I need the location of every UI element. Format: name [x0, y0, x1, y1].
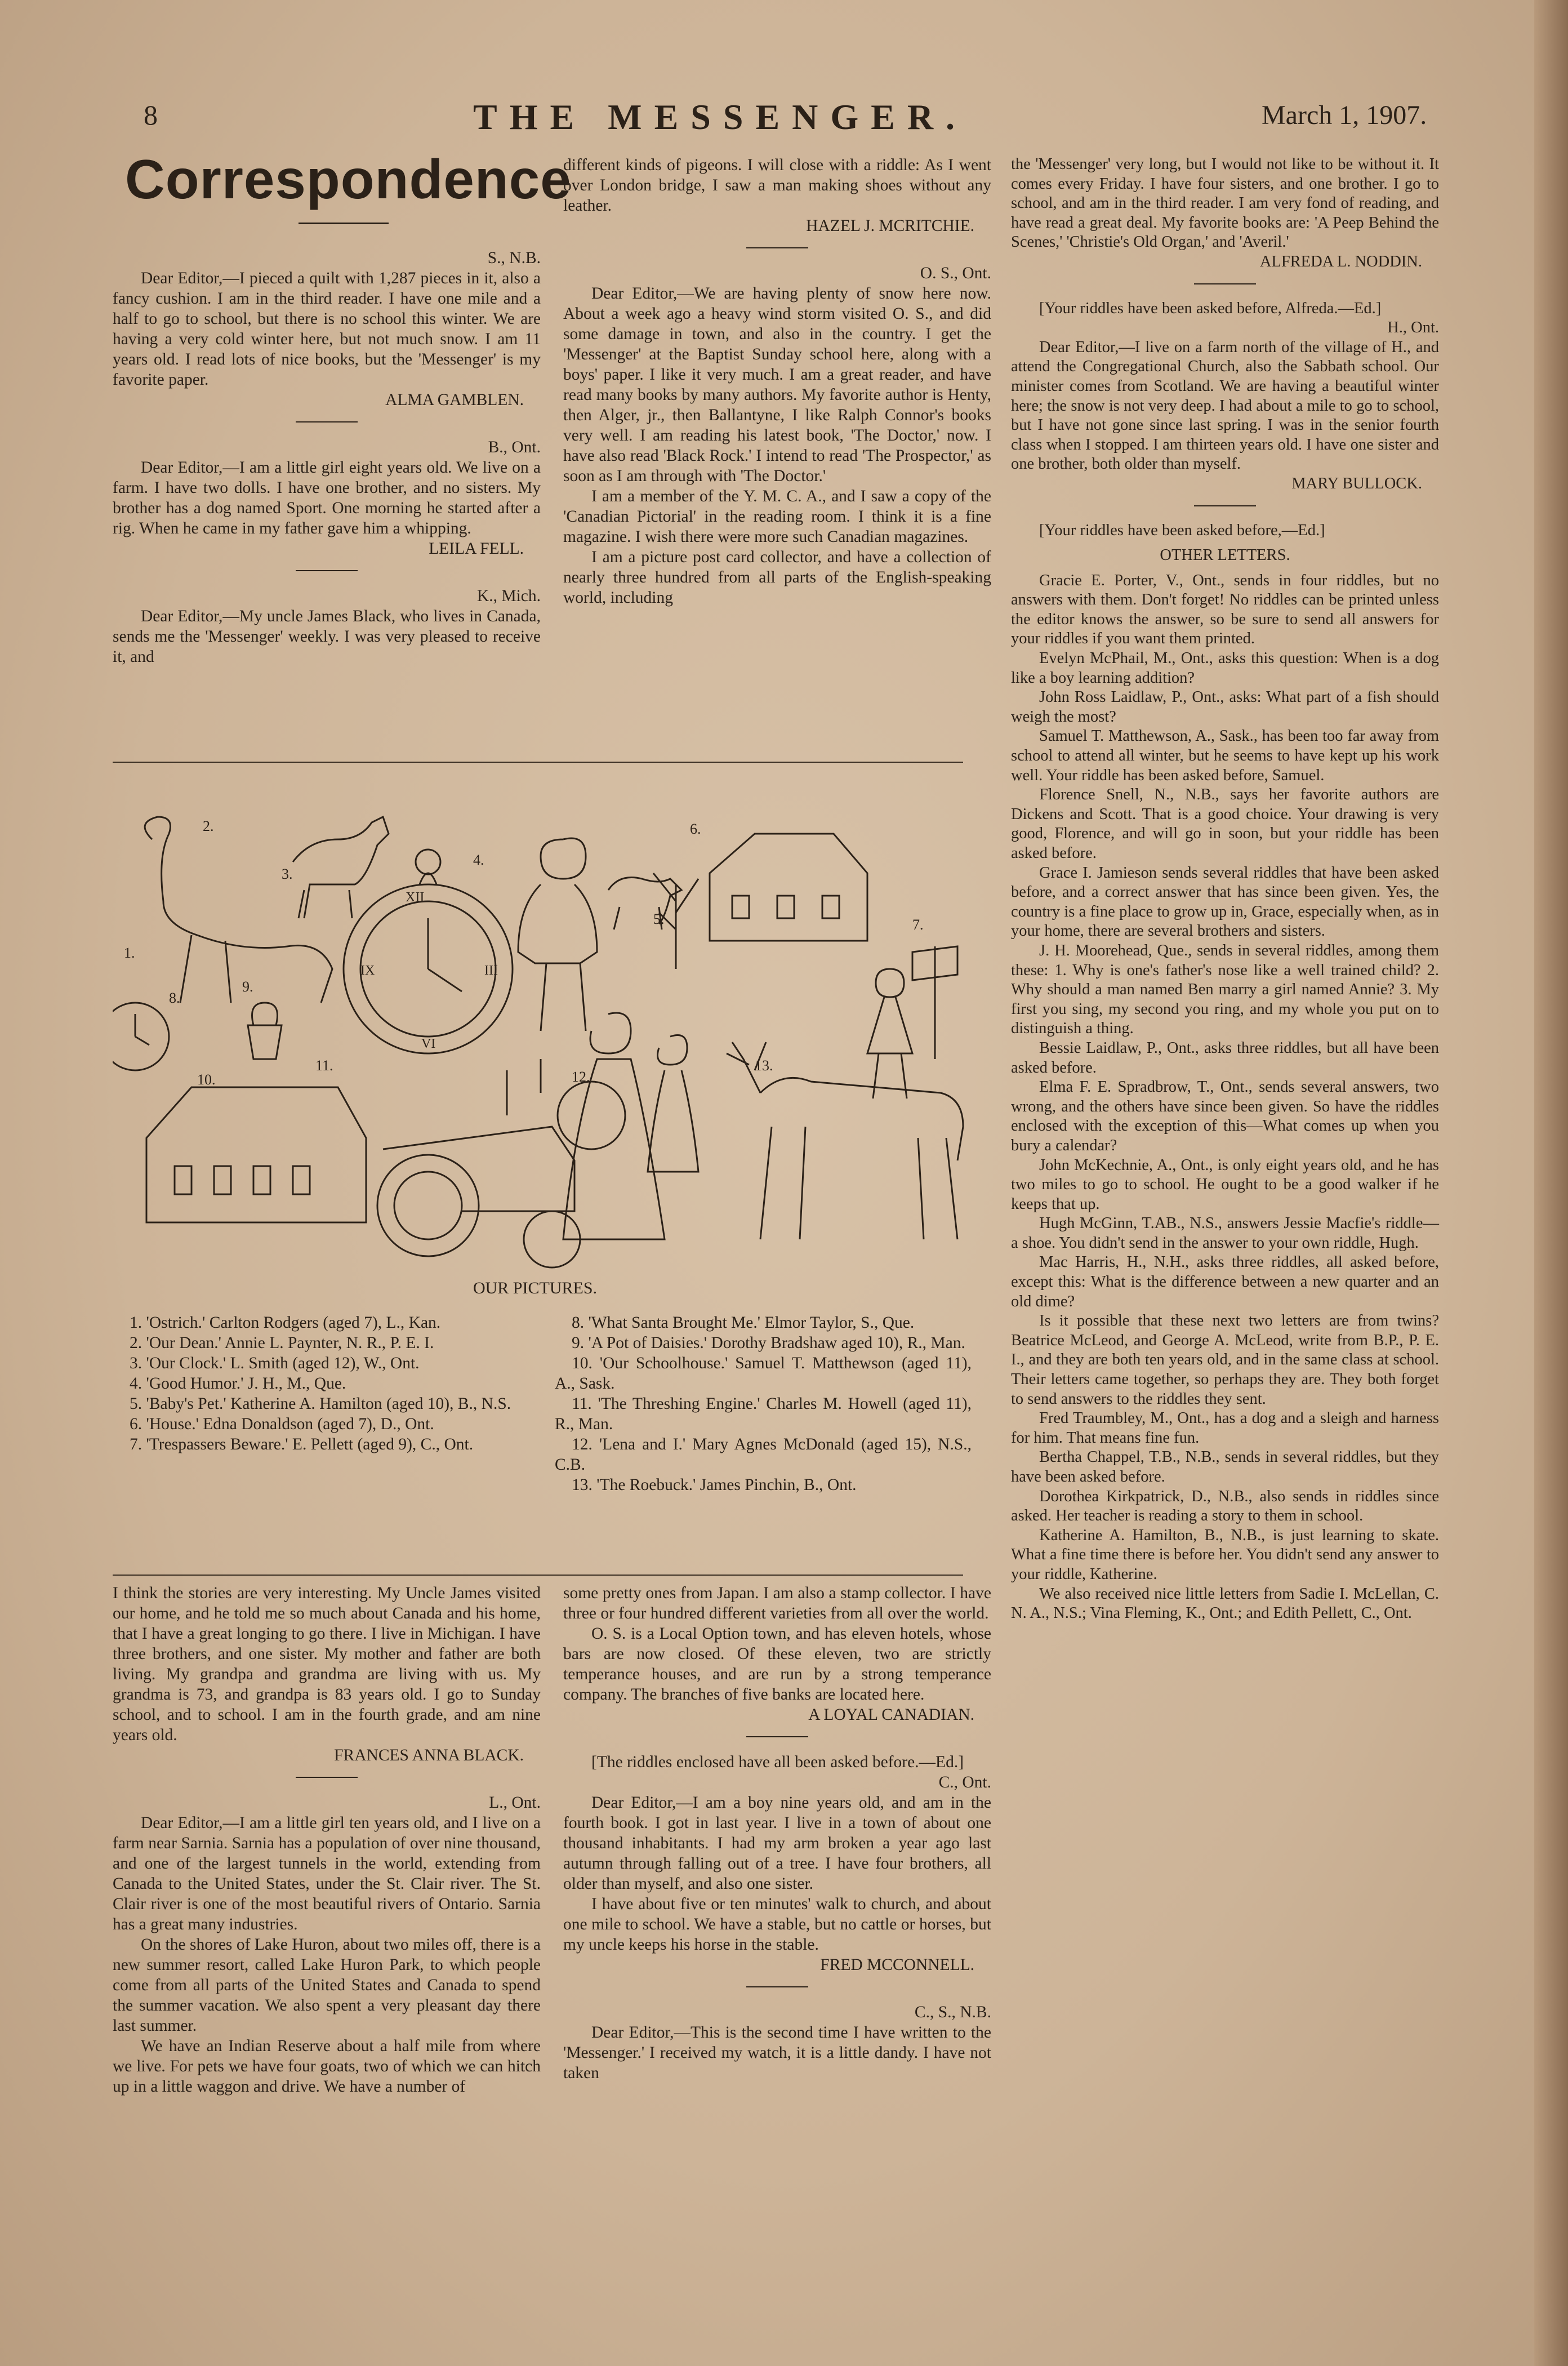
letter-signature: ALMA GAMBLEN.	[385, 391, 524, 409]
drawing-number-10: 10.	[197, 1071, 216, 1088]
column-1-top	[113, 248, 541, 667]
picture-caption-item: 8. 'What Santa Brought Me.' Elmor Taylor, S., Que.	[572, 1314, 915, 1332]
pocket-watch-drawing	[113, 1003, 169, 1070]
picture-caption-item: 5. 'Baby's Pet.' Katherine A. Hamilton (aged 10), B., N.S.	[130, 1395, 511, 1413]
drawing-number-12: 12.	[572, 1069, 590, 1085]
letter-paragraph: Grace I. Jamieson sends several riddles that have been asked before, and a correct answer that has since been given. Yes, the country is a fine place to grow up in, Grace, especially when, as in your home, there are several brothers and sisters.	[1011, 864, 1439, 940]
letter-signature: FRED MCCONNELL.	[820, 1956, 974, 1974]
picture-caption-item: 10. 'Our Schoolhouse.' Samuel T. Matthewson (aged 11), A., Sask.	[555, 1354, 972, 1393]
letter-divider	[296, 421, 358, 422]
letter-paragraph: some pretty ones from Japan. I am also a stamp collector. I have three or four hundred different varieties from all over the world.	[563, 1584, 991, 1622]
good-humor-man-drawing	[518, 838, 597, 1031]
drawing-number-6: 6.	[690, 821, 701, 837]
letter-paragraph: John McKechnie, A., Ont., is only eight years old, and he has two miles to go to school. He ought to be a good walker if he keeps that up.	[1011, 1156, 1439, 1213]
letter-paragraph: Gracie E. Porter, V., Ont., sends in four riddles, but no answers with them. Don't forget! No riddles can be printed unless the editor knows the answer, so be sure to send all answers for your riddles if you want them printed.	[1011, 571, 1439, 648]
drawing-number-3: 3.	[282, 866, 293, 882]
drawing-number-11: 11.	[315, 1057, 333, 1074]
clock-numeral-vi: VI	[421, 1037, 436, 1051]
column-2-top	[563, 155, 991, 608]
picture-caption-item: 12. 'Lena and I.' Mary Agnes McDonald (aged 15), N.S., C.B.	[555, 1435, 972, 1474]
letter-paragraph: [The riddles enclosed have all been asked before.—Ed.]	[591, 1753, 964, 1771]
letter-signature: A LOYAL CANADIAN.	[808, 1706, 974, 1724]
pictures-list-right	[555, 1313, 972, 1495]
page-number: 8	[144, 99, 158, 131]
letter-paragraph: I have about five or ten minutes' walk to church, and about one mile to school. We have a stable, but no cattle or horses, but my uncle keeps his horse in the stable.	[563, 1895, 991, 1954]
drawing-number-4: 4.	[473, 852, 484, 868]
letter-location: B., Ont.	[488, 438, 541, 456]
letter-paragraph: different kinds of pigeons. I will close with a riddle: As I went over London bridge, I saw a man making shoes without any leather.	[563, 156, 991, 215]
picture-top-rule	[113, 762, 963, 763]
letter-location: S., N.B.	[487, 249, 541, 267]
letter-paragraph: Dear Editor,—This is the second time I have written to the 'Messenger.' I received my watch, it is a little dandy. I have not taken	[563, 2023, 991, 2082]
drawing-number-1: 1.	[124, 945, 135, 961]
drawing-number-13: 13.	[755, 1057, 773, 1074]
house-drawing	[710, 834, 867, 941]
letter-paragraph: the 'Messenger' very long, but I would not like to be without it. It comes every Friday. I have four sisters, and one brother. I go to school, and am in the third reader. I am very fond of reading, and have read a great deal. My favorite books are: 'A Peep Behind the Scenes,' 'Christie's Old Organ,' and 'Averil.'	[1011, 155, 1439, 251]
letter-paragraph: Dear Editor,—I live on a farm north of the village of H., and attend the Congregational Church, also the Sabbath school. Our minister comes from Scotland. We are having a beautiful winter here; the snow is not very deep. I had about a mile to go to school, but I have not gone since last spring. I was in the senior fourth class when I stopped. I am thirteen years old. I have one sister and one brother, both older than myself.	[1011, 338, 1439, 473]
section-title: Correspondence	[125, 148, 572, 210]
letter-divider	[746, 1986, 808, 1987]
letter-paragraph: Dear Editor,—I am a boy nine years old, and am in the fourth book. I got in last year. I live in a town of about one thousand inhabitants. I had my arm broken a year ago last autumn through falling out of a tree. I have four brothers, all older than myself, and also one sister.	[563, 1794, 991, 1893]
letter-paragraph: John Ross Laidlaw, P., Ont., asks: What part of a fish should weigh the most?	[1011, 688, 1439, 726]
letter-paragraph: Dear Editor,—I am a little girl eight years old. We live on a farm. I have two dolls. I have one brother, and no sisters. My brother has a dog named Sport. One morning he started after a rig. When he came in my father gave him a whipping.	[113, 459, 541, 537]
letter-location: L., Ont.	[489, 1794, 541, 1812]
page-spine	[1534, 0, 1568, 2366]
letter-divider	[1194, 283, 1256, 284]
letter-divider	[296, 570, 358, 571]
letter-paragraph: O. S. is a Local Option town, and has eleven hotels, whose bars are now closed. Of these eleven, two are strictly temperance houses, and are run by a strong temperance company. The branches of five banks are located here.	[563, 1625, 991, 1704]
section-title-rule	[299, 223, 389, 224]
letter-paragraph: Is it possible that these next two letters are from twins? Beatrice McLeod, and George A. McLeod, write from B.P., P. E. I., and they are both ten years old, and in the same class at school. Their letters came together, so perhaps they are. They both forget to send answers to the riddles they sent.	[1011, 1312, 1439, 1408]
letter-divider	[296, 1777, 358, 1778]
letter-location: H., Ont.	[1387, 319, 1439, 337]
letter-paragraph: Dear Editor,—I pieced a quilt with 1,287 pieces in it, also a fancy cushion. I am in the third reader. I have one mile and a half to go to school, but there is no school this winter. We are having a very cold winter here, but not much snow. I am 11 years old. I read lots of nice books, but the 'Messenger' is my favorite paper.	[113, 269, 541, 389]
letter-divider	[1194, 505, 1256, 506]
flower-pot-drawing	[248, 1003, 282, 1059]
letter-signature: ALFREDA L. NODDIN.	[1259, 252, 1422, 270]
sign-post-drawing	[912, 946, 957, 1059]
picture-caption-item: 3. 'Our Clock.' L. Smith (aged 12), W., Ont.	[130, 1354, 420, 1372]
children-drawings-illustration	[113, 800, 980, 1284]
drawing-number-9: 9.	[242, 979, 253, 995]
issue-date: March 1, 1907.	[1262, 100, 1427, 130]
letter-paragraph: Dear Editor,—My uncle James Black, who lives in Canada, sends me the 'Messenger' weekly. I was very pleased to receive it, and	[113, 607, 541, 666]
drawing-number-5: 5.	[653, 911, 665, 927]
threshing-engine-wheel-drawing	[377, 1155, 479, 1256]
letter-paragraph: Evelyn McPhail, M., Ont., asks this question: When is a dog like a boy learning addition?	[1011, 650, 1439, 687]
column-1-bottom	[113, 1583, 541, 2097]
pictures-list-left	[113, 1313, 529, 1455]
letter-location: C., Ont.	[938, 1773, 991, 1791]
picture-caption-item: 6. 'House.' Edna Donaldson (aged 7), D., Ont.	[130, 1415, 434, 1433]
letter-paragraph: We also received nice little letters from Sadie I. McLellan, C. N. A., N.S.; Vina Fleming, K., Ont.; and Edith Pellett, C., Ont.	[1011, 1585, 1439, 1622]
letter-paragraph: Mac Harris, H., N.H., asks three riddles, all asked before, except this: What is the difference between a new quarter and an old dime?	[1011, 1253, 1439, 1310]
letter-location: K., Mich.	[476, 587, 541, 605]
drawing-number-7: 7.	[912, 917, 924, 933]
picture-caption-item: 4. 'Good Humor.' J. H., M., Que.	[130, 1375, 346, 1393]
column-2-bottom	[563, 1583, 991, 2083]
picture-caption-item: 11. 'The Threshing Engine.' Charles M. Howell (aged 11), R., Man.	[555, 1395, 972, 1433]
letter-paragraph: [Your riddles have been asked before,—Ed.]	[1039, 521, 1325, 539]
ostrich-drawing	[145, 817, 332, 1003]
letter-paragraph: We have an Indian Reserve about a half mile from where we live. For pets we have four goats, two of which we can hitch up in a little waggon and drive. We have a number of	[113, 2037, 541, 2096]
girls-drawing	[563, 1013, 698, 1239]
clock-numeral-xii: XII	[406, 890, 425, 905]
picture-caption-item: 1. 'Ostrich.' Carlton Rodgers (aged 7), L., Kan.	[130, 1314, 441, 1332]
letter-paragraph: Bessie Laidlaw, P., Ont., asks three riddles, but all have been asked before.	[1011, 1039, 1439, 1077]
dog-drawing	[608, 878, 681, 930]
page-header	[101, 99, 1453, 138]
letter-paragraph: Hugh McGinn, T.AB., N.S., answers Jessie Macfie's riddle—a shoe. You didn't send in the answer to your own riddle, Hugh.	[1011, 1215, 1439, 1252]
letter-paragraph: Florence Snell, N., N.B., says her favorite authors are Dickens and Scott. That is a good choice. Your drawing is very good, Florence, and will go in soon, but your riddle has been asked before.	[1011, 786, 1439, 862]
letter-paragraph: Dear Editor,—We are having plenty of snow here now. About a week ago a heavy wind storm visited O. S., and did some damage in town, and also in the country. I get the 'Messenger' at the Baptist Sunday school here, along with a boys' paper. I like it very much. I am a great reader, and have read many books by many authors. My favorite author is Henty, then Alger, jr., then Ballantyne, I like Ralph Connor's books very well. I am reading his latest book, 'The Doctor,' now. I have also read 'Black Rock.' I intend to read 'The Prospector,' as soon as I am through with 'The Doctor.'	[563, 284, 991, 485]
pictures-bottom-rule	[113, 1575, 963, 1576]
letter-paragraph: Bertha Chappel, T.B., N.B., sends in several riddles, but they have been asked before.	[1011, 1448, 1439, 1486]
letter-divider	[746, 247, 808, 248]
drawing-number-2: 2.	[203, 818, 214, 834]
letter-signature: FRANCES ANNA BLACK.	[334, 1746, 524, 1764]
drawing-number-8: 8.	[169, 990, 180, 1006]
letter-location: O. S., Ont.	[920, 264, 991, 282]
letter-signature: MARY BULLOCK.	[1291, 474, 1422, 492]
letter-paragraph: Samuel T. Matthewson, A., Sask., has been too far away from school to attend all winter, but he seems to have kept up his work well. Your riddle has been asked before, Samuel.	[1011, 727, 1439, 784]
letter-paragraph: [Your riddles have been asked before, Alfreda.—Ed.]	[1039, 299, 1382, 317]
clock-numeral-ix: IX	[360, 963, 375, 978]
column-3	[1011, 155, 1439, 1624]
picture-caption-item: 2. 'Our Dean.' Annie L. Paynter, N. R., P. E. I.	[130, 1334, 434, 1352]
letter-paragraph: Dear Editor,—I am a little girl ten years old, and I live on a farm near Sarnia. Sarnia has a population of over nine thousand, and one of the largest tunnels in the world, extending from Canada to the United States, under the St. Clair river. The St. Clair river is one of the most beautiful rivers of Ontario. Sarnia has a great many industries.	[113, 1814, 541, 1933]
letter-paragraph: I think the stories are very interesting. My Uncle James visited our home, and he told me so much about Canada and his home, that I have a great longing to go there. I live in Michigan. I have three brothers, and one sister. My mother and father are both living. My grandpa and grandma are living with us. My grandma is 73, and grandpa is 83 years old. I go to Sunday school, and to school. I am in the fourth grade, and am nine years old.	[113, 1584, 541, 1744]
threshing-engine-drawing	[383, 1059, 574, 1211]
picture-caption-item: 7. 'Trespassers Beware.' E. Pellett (aged 9), C., Ont.	[130, 1435, 474, 1453]
boy-drawing	[867, 969, 912, 1098]
letter-paragraph: I am a picture post card collector, and have a collection of nearly three hundred from all parts of the English-speaking world, including	[563, 548, 991, 607]
letter-signature: LEILA FELL.	[429, 540, 524, 558]
masthead-title: THE MESSENGER.	[473, 97, 968, 137]
letter-divider	[746, 1736, 808, 1737]
letter-location: C., S., N.B.	[914, 2003, 991, 2021]
letter-signature: HAZEL J. MCRITCHIE.	[806, 217, 974, 235]
picture-caption-item: 13. 'The Roebuck.' James Pinchin, B., Ont.	[572, 1476, 857, 1494]
letter-paragraph: Dorothea Kirkpatrick, D., N.B., also sends in riddles since asked. Her teacher is reading a story to them in school.	[1011, 1487, 1439, 1525]
picture-caption-item: 9. 'A Pot of Daisies.' Dorothy Bradshaw aged 10), R., Man.	[572, 1334, 965, 1352]
letter-paragraph: J. H. Moorehead, Que., sends in several riddles, among them these: 1. Why is one's father's nose like a well trained child? 2. Why should a man named Ben marry a girl named Annie? 3. My first you sing, my second you ring, and my whole you put on to distinguish a thing.	[1011, 941, 1439, 1038]
schoolhouse-drawing	[146, 1087, 366, 1222]
letter-paragraph: On the shores of Lake Huron, about two miles off, there is a new summer resort, called Lake Huron Park, to which people come from all parts of the United States and Canada to spend the summer vacation. We also spent a very pleasant day there last summer.	[113, 1936, 541, 2035]
subsection-heading: OTHER LETTERS.	[1160, 546, 1290, 564]
letter-paragraph: Fred Traumbley, M., Ont., has a dog and a sleigh and harness for him. That means fine fun.	[1011, 1409, 1439, 1447]
letter-paragraph: Katherine A. Hamilton, B., N.B., is just learning to skate. What a fine time there is before her. You didn't send any answer to your riddle, Katherine.	[1011, 1526, 1439, 1583]
our-pictures-title: OUR PICTURES.	[473, 1279, 598, 1297]
letter-paragraph: Elma F. E. Spradbrow, T., Ont., sends several answers, two wrong, and the others have since been given. So have the riddles enclosed with the exception of this—What comes up when you bury a calendar?	[1011, 1078, 1439, 1154]
clock-numeral-iii: III	[484, 963, 498, 978]
letter-paragraph: I am a member of the Y. M. C. A., and I saw a copy of the 'Canadian Pictorial' in the reading room. I think it is a fine magazine. I wish there were more such Canadian magazines.	[563, 487, 991, 546]
